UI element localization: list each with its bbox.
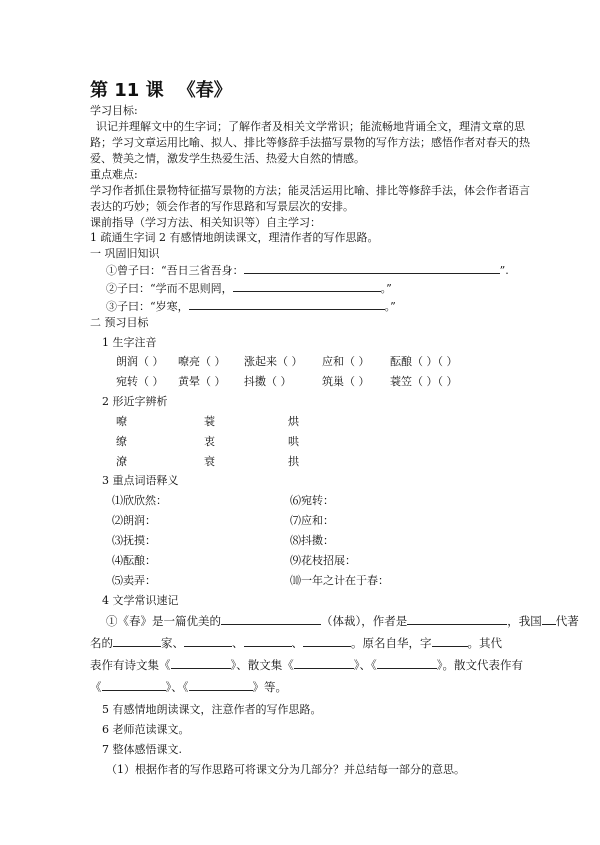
- answer-blank[interactable]: [377, 658, 437, 669]
- similar-char: 潦: [116, 455, 127, 468]
- difficulties-line: 学习作者抓住景物特征描写景物的方法；能灵活运用比喻、排比等修辞手法，体会作者语言: [90, 184, 530, 197]
- goals-line: 路；学习文章运用比喻、拟人、排比等修辞手法描写景物的写作方法；感悟作者对春天的热: [90, 136, 530, 149]
- similar-row: [116, 455, 416, 469]
- vocab-heading: 3 重点词语释义: [102, 474, 179, 487]
- lesson-number: 第 11 课: [90, 80, 164, 101]
- question-item: （1）根据作者的写作思路可将课文分为几部分？并总结每一部分的意思。: [106, 763, 465, 776]
- answer-blank[interactable]: [244, 636, 292, 647]
- similar-char: 衰: [204, 455, 215, 468]
- task-item: 7 整体感悟课文.: [102, 743, 182, 756]
- pinyin-item: 抖擞（ ）: [244, 375, 292, 388]
- similar-char: 嘹: [116, 415, 127, 428]
- vocab-item: ⑹宛转：: [290, 494, 334, 507]
- goals-heading: 学习目标:: [90, 104, 138, 117]
- review-item: ②子曰：“学而不思则罔， 。”: [106, 282, 392, 295]
- answer-blank[interactable]: [171, 658, 231, 669]
- review-heading: 一 巩固旧知识: [90, 247, 160, 260]
- pinyin-item: 筑巢（ ）: [322, 375, 370, 388]
- answer-blank[interactable]: [407, 614, 507, 625]
- answer-blank[interactable]: [233, 281, 381, 292]
- answer-blank[interactable]: [189, 680, 253, 691]
- answer-blank[interactable]: [294, 658, 354, 669]
- lesson-name: 《春》: [177, 80, 232, 101]
- pinyin-item: 黄晕（ ）: [178, 375, 226, 388]
- answer-blank[interactable]: [184, 636, 232, 647]
- pinyin-item: 涨起来（ ）: [244, 355, 303, 368]
- pinyin-row: [116, 375, 516, 389]
- vocab-item: ⑶抚摸：: [112, 534, 156, 547]
- similar-char: 哄: [288, 435, 299, 448]
- pinyin-item: 酝酿（ ）（ ）: [390, 355, 458, 368]
- preview-heading: 二 预习目标: [90, 316, 149, 329]
- difficulties-heading: 重点难点:: [90, 168, 138, 181]
- review-item: ③子曰：“岁寒， 。”: [106, 300, 396, 313]
- goals-line: 识记并理解文中的生字词；了解作者及相关文学常识；能流畅地背诵全文，理清文章的思: [96, 120, 525, 133]
- vocab-item: ⑸卖弄：: [112, 574, 156, 587]
- vocab-item: ⑷酝酿：: [112, 554, 156, 567]
- vocab-item: ⑵朗润：: [112, 514, 156, 527]
- task-item: 6 老师范读课文。: [102, 723, 190, 736]
- answer-blank[interactable]: [244, 263, 500, 274]
- literature-line: 表作有诗文集《 》、散文集《 》、《 》。散文代表作有: [90, 658, 523, 672]
- similar-char: 拱: [288, 455, 299, 468]
- answer-blank[interactable]: [221, 614, 321, 625]
- vocab-item: ⑼花枝招展：: [290, 554, 356, 567]
- answer-blank[interactable]: [432, 636, 468, 647]
- vocab-item: ⑽一年之计在于春：: [290, 574, 389, 587]
- answer-blank[interactable]: [189, 299, 385, 310]
- guidance-task: 1 疏通生字词 2 有感情地朗读课文，理清作者的写作思路。: [90, 231, 379, 244]
- difficulties-line: 表达的巧妙；领会作者的写作思路和写景层次的安排。: [90, 200, 354, 213]
- pinyin-item: 宛转（ ）: [116, 375, 164, 388]
- similar-row: [116, 415, 416, 429]
- similar-char: 衷: [204, 435, 215, 448]
- lesson-title: [90, 76, 232, 102]
- pinyin-item: 蓑笠（ ）（ ）: [390, 375, 458, 388]
- pinyin-row: [116, 355, 516, 369]
- similar-char: 蓑: [204, 415, 215, 428]
- vocab-item: ⑴欣欣然：: [112, 494, 167, 507]
- pinyin-item: 嘹亮（ ）: [178, 355, 226, 368]
- review-item: ①曾子曰：“吾日三省吾身： ”.: [106, 264, 509, 277]
- literature-line: ①《春》是一篇优美的 （体裁），作者是 ，我国 代著: [106, 614, 579, 628]
- pinyin-item: 应和（ ）: [322, 355, 370, 368]
- literature-line: 名的 家、 、 、 。原名自华，字 。其代: [90, 636, 502, 650]
- answer-blank[interactable]: [113, 636, 161, 647]
- goals-line: 爱、赞美之情，激发学生热爱生活、热爱大自然的情感。: [90, 152, 365, 165]
- literature-heading: 4 文学常识速记: [102, 594, 179, 607]
- literature-line: 《 》、《 》等。: [90, 680, 287, 694]
- similar-char: 烘: [288, 415, 299, 428]
- similar-row: [116, 435, 416, 449]
- answer-blank[interactable]: [303, 636, 351, 647]
- pinyin-item: 朗润（ ）: [116, 355, 164, 368]
- similar-heading: 2 形近字辨析: [102, 395, 168, 408]
- vocab-item: ⑺应和：: [290, 514, 334, 527]
- pinyin-heading: 1 生字注音: [102, 336, 157, 349]
- answer-blank[interactable]: [542, 614, 556, 625]
- answer-blank[interactable]: [102, 680, 166, 691]
- similar-char: 缭: [116, 435, 127, 448]
- guidance-heading: 课前指导（学习方法、相关知识等）自主学习：: [90, 216, 321, 229]
- task-item: 5 有感情地朗读课文，注意作者的写作思路。: [102, 703, 322, 716]
- vocab-item: ⑻抖擞：: [290, 534, 334, 547]
